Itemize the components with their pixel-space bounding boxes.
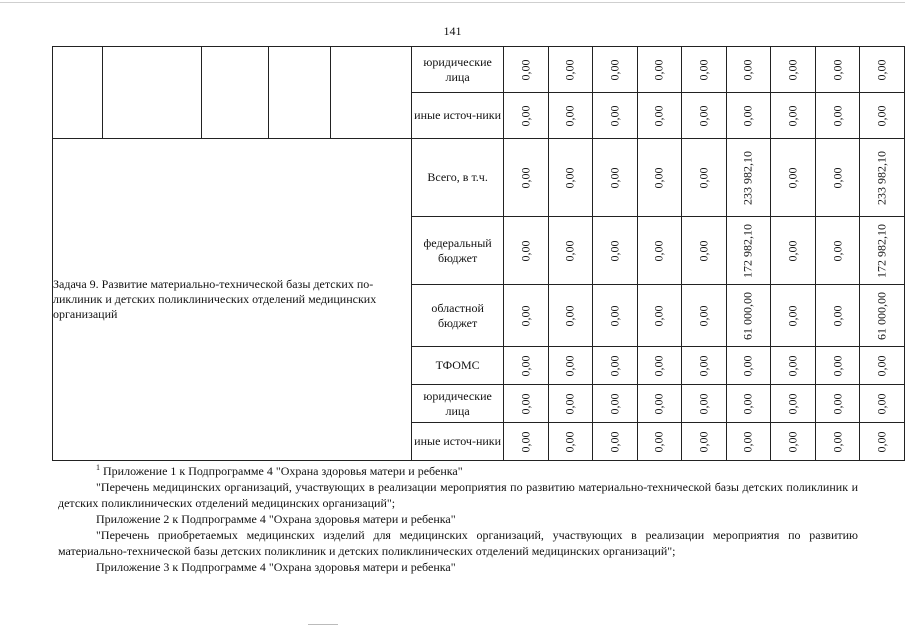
- value-text: 0,00: [607, 393, 622, 414]
- value-text: 0,00: [518, 240, 533, 261]
- value-cell: [771, 285, 816, 347]
- value-text: 0,00: [696, 240, 711, 261]
- value-cell: [771, 139, 816, 217]
- value-cell: [682, 285, 727, 347]
- value-text: 0,00: [740, 355, 755, 376]
- value-text: 233 982,10: [740, 150, 755, 205]
- value-text: 0,00: [830, 240, 845, 261]
- value-cell: [503, 217, 548, 285]
- value-cell: [771, 93, 816, 139]
- value-text: 0,00: [696, 305, 711, 326]
- value-cell: [548, 423, 593, 461]
- value-cell: [503, 47, 548, 93]
- value-text: 0,00: [607, 305, 622, 326]
- source-label: федеральный бюджет: [412, 217, 504, 285]
- value-text: 0,00: [830, 305, 845, 326]
- value-text: 0,00: [874, 431, 889, 452]
- value-text: 0,00: [830, 167, 845, 188]
- value-text: 61 000,00: [740, 291, 755, 340]
- value-cell: [637, 139, 682, 217]
- value-cell: [860, 47, 905, 93]
- value-cell: [860, 347, 905, 385]
- budget-table: [52, 46, 905, 461]
- value-text: 0,00: [651, 167, 666, 188]
- value-cell: [771, 385, 816, 423]
- value-cell: [593, 139, 638, 217]
- value-text: 0,00: [874, 355, 889, 376]
- value-text: 0,00: [607, 355, 622, 376]
- value-text: 0,00: [874, 393, 889, 414]
- value-cell: [503, 347, 548, 385]
- value-cell: [637, 347, 682, 385]
- source-label: областной бюджет: [412, 285, 504, 347]
- value-text: 0,00: [785, 355, 800, 376]
- value-text: 0,00: [562, 393, 577, 414]
- value-text: 0,00: [696, 59, 711, 80]
- empty-cell: [330, 47, 411, 139]
- value-cell: [682, 385, 727, 423]
- value-cell: [682, 423, 727, 461]
- value-cell: [503, 423, 548, 461]
- value-cell: [815, 139, 860, 217]
- value-text: 0,00: [518, 431, 533, 452]
- value-cell: [860, 139, 905, 217]
- value-text: 172 982,10: [874, 223, 889, 278]
- value-cell: [682, 347, 727, 385]
- value-text: 0,00: [830, 355, 845, 376]
- value-cell: [593, 285, 638, 347]
- value-text: 0,00: [518, 355, 533, 376]
- value-cell: [503, 285, 548, 347]
- footnote-2-title: "Перечень приобретаемых медицинских изделий для медицинских организаций, участвующих в реализации мероприятия по развитию материально-технической базы детских поликлиник и детских поликлинических отделений медицинских организаций";: [58, 528, 858, 558]
- value-text: 0,00: [785, 167, 800, 188]
- value-text: 0,00: [562, 167, 577, 188]
- value-cell: [771, 347, 816, 385]
- value-cell: [548, 93, 593, 139]
- value-text: 0,00: [696, 167, 711, 188]
- source-label: ТФОМС: [412, 347, 504, 385]
- value-cell: [593, 423, 638, 461]
- value-cell: [815, 385, 860, 423]
- footnotes: [58, 460, 858, 575]
- footnote-3: Приложение 3 к Подпрограмме 4 "Охрана здоровья матери и ребенка": [96, 560, 456, 574]
- value-cell: [726, 217, 771, 285]
- value-text: 0,00: [740, 59, 755, 80]
- value-cell: [726, 423, 771, 461]
- value-text: 233 982,10: [874, 150, 889, 205]
- value-cell: [637, 385, 682, 423]
- task-title: Задача 9. Развитие материально-технической базы детских по-ликлиник и детских поликлинических отделений медицинских организаций: [53, 139, 412, 461]
- value-text: 61 000,00: [874, 291, 889, 340]
- value-cell: [637, 285, 682, 347]
- value-cell: [726, 93, 771, 139]
- value-cell: [503, 93, 548, 139]
- value-cell: [771, 47, 816, 93]
- value-cell: [815, 285, 860, 347]
- value-text: 0,00: [785, 393, 800, 414]
- value-cell: [815, 93, 860, 139]
- value-text: 0,00: [830, 59, 845, 80]
- value-text: 0,00: [830, 393, 845, 414]
- value-cell: [593, 93, 638, 139]
- value-text: 0,00: [651, 105, 666, 126]
- value-text: 0,00: [651, 355, 666, 376]
- value-cell: [771, 217, 816, 285]
- footnote-1: $^1$ Приложение 1 к Подпрограмме 4 "Охрана здоровья матери и ребенка": [96, 463, 463, 478]
- value-text: 0,00: [651, 431, 666, 452]
- value-cell: [503, 139, 548, 217]
- value-cell: [548, 385, 593, 423]
- value-cell: [815, 217, 860, 285]
- value-text: 0,00: [518, 167, 533, 188]
- value-cell: [726, 139, 771, 217]
- value-text: 0,00: [562, 305, 577, 326]
- value-cell: [815, 347, 860, 385]
- value-cell: [593, 217, 638, 285]
- value-text: 0,00: [562, 240, 577, 261]
- value-text: 0,00: [740, 105, 755, 126]
- value-text: 0,00: [874, 105, 889, 126]
- value-cell: [548, 347, 593, 385]
- value-cell: [637, 47, 682, 93]
- value-text: 0,00: [651, 59, 666, 80]
- value-cell: [637, 423, 682, 461]
- value-text: 0,00: [607, 240, 622, 261]
- footnote-2: Приложение 2 к Подпрограмме 4 "Охрана здоровья матери и ребенка": [96, 512, 456, 526]
- value-text: 0,00: [607, 59, 622, 80]
- value-cell: [682, 93, 727, 139]
- value-text: 0,00: [696, 105, 711, 126]
- value-text: 0,00: [518, 393, 533, 414]
- empty-cell: [201, 47, 268, 139]
- value-text: 0,00: [607, 431, 622, 452]
- value-cell: [860, 93, 905, 139]
- value-cell: [548, 139, 593, 217]
- value-cell: [593, 347, 638, 385]
- source-label: юридические лица: [412, 385, 504, 423]
- value-cell: [726, 285, 771, 347]
- value-cell: [860, 217, 905, 285]
- source-label: иные источ-ники: [412, 423, 504, 461]
- empty-cell: [102, 47, 201, 139]
- value-text: 0,00: [651, 393, 666, 414]
- value-text: 0,00: [607, 167, 622, 188]
- value-cell: [815, 423, 860, 461]
- value-text: 0,00: [607, 105, 622, 126]
- value-text: 0,00: [874, 59, 889, 80]
- value-text: 0,00: [785, 305, 800, 326]
- value-text: 0,00: [830, 105, 845, 126]
- value-text: 0,00: [785, 105, 800, 126]
- page-mark: [308, 624, 338, 625]
- value-cell: [503, 385, 548, 423]
- value-text: 0,00: [696, 431, 711, 452]
- table-row: [53, 139, 905, 217]
- value-cell: [637, 93, 682, 139]
- footnote-1-title: "Перечень медицинских организаций, участвующих в реализации мероприятия по развитию материально-технической базы детских поликлиник и детских поликлинических отделений медицинских организаций";: [58, 480, 858, 510]
- value-cell: [815, 47, 860, 93]
- value-text: 0,00: [562, 355, 577, 376]
- top-rule: [0, 2, 905, 3]
- empty-cell: [269, 47, 331, 139]
- source-label: Всего, в т.ч.: [412, 139, 504, 217]
- value-text: 0,00: [696, 393, 711, 414]
- value-cell: [860, 385, 905, 423]
- value-text: 0,00: [518, 105, 533, 126]
- value-cell: [637, 217, 682, 285]
- value-text: 0,00: [562, 105, 577, 126]
- value-cell: [726, 385, 771, 423]
- value-text: 0,00: [518, 305, 533, 326]
- value-text: 0,00: [740, 431, 755, 452]
- value-text: 0,00: [785, 59, 800, 80]
- value-cell: [860, 285, 905, 347]
- source-label: юридические лица: [412, 47, 504, 93]
- value-cell: [593, 385, 638, 423]
- value-cell: [726, 347, 771, 385]
- source-label: иные источ-ники: [412, 93, 504, 139]
- value-cell: [860, 423, 905, 461]
- value-text: 0,00: [740, 393, 755, 414]
- value-text: 0,00: [785, 240, 800, 261]
- value-text: 0,00: [651, 240, 666, 261]
- value-cell: [682, 217, 727, 285]
- value-text: 0,00: [562, 431, 577, 452]
- table-row: [53, 47, 905, 93]
- value-cell: [548, 217, 593, 285]
- footnote-marker: 1: [96, 463, 100, 472]
- value-text: 0,00: [830, 431, 845, 452]
- value-cell: [548, 47, 593, 93]
- value-cell: [548, 285, 593, 347]
- value-text: 0,00: [651, 305, 666, 326]
- value-text: 0,00: [696, 355, 711, 376]
- value-text: 0,00: [518, 59, 533, 80]
- value-text: 0,00: [562, 59, 577, 80]
- value-cell: [682, 139, 727, 217]
- empty-cell: [53, 47, 103, 139]
- value-cell: [593, 47, 638, 93]
- value-cell: [726, 47, 771, 93]
- value-cell: [771, 423, 816, 461]
- value-text: 172 982,10: [740, 223, 755, 278]
- value-text: 0,00: [785, 431, 800, 452]
- page-number: 141: [443, 24, 462, 38]
- value-cell: [682, 47, 727, 93]
